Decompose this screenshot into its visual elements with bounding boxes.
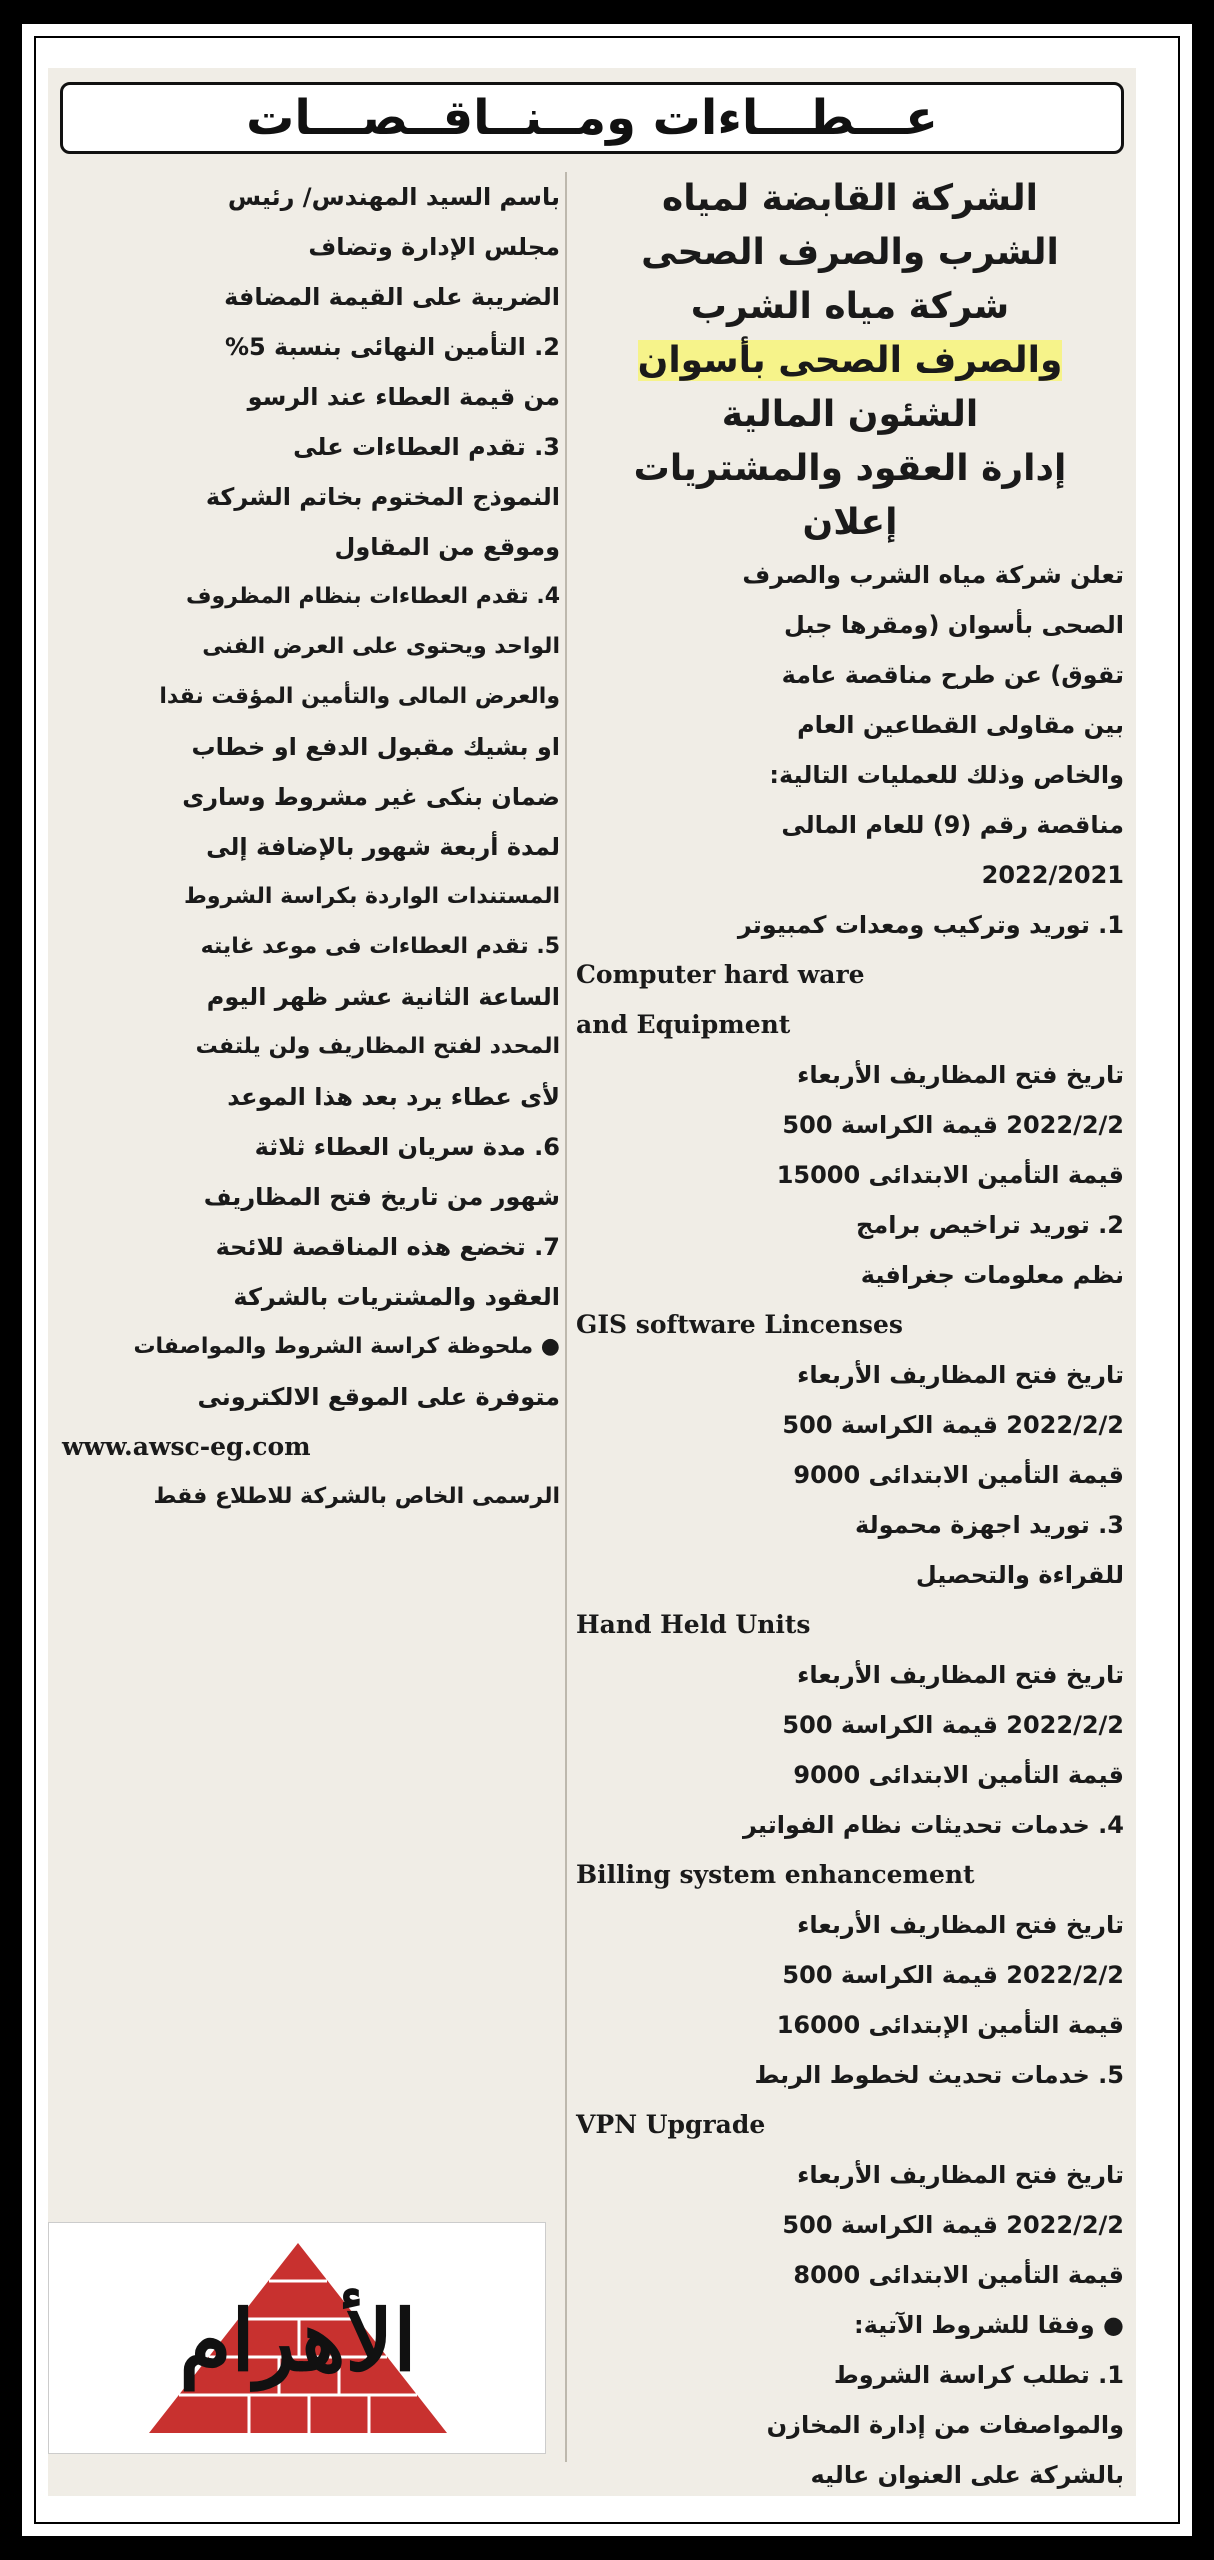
body-line-latin: GIS software Lincenses bbox=[576, 1310, 903, 1339]
body-line: تاريخ فتح المظاريف الأربعاء bbox=[797, 1361, 1124, 1389]
body-line: بالشركة على العنوان عاليه bbox=[810, 2461, 1124, 2489]
heading-line: الشركة القابضة لمياه bbox=[662, 178, 1038, 219]
body-line: لأى عطاء يرد بعد هذا الموعد bbox=[227, 1083, 560, 1111]
body-line: المحدد لفتح المظاريف ولن يلتفت bbox=[195, 1034, 560, 1059]
body-line-latin: Hand Held Units bbox=[576, 1610, 811, 1639]
heading-line: إدارة العقود والمشتريات bbox=[633, 448, 1067, 489]
body-line: 2. توريد تراخيص برامج bbox=[856, 1211, 1124, 1239]
body-line: مناقصة رقم (9) للعام المالى bbox=[781, 811, 1124, 839]
body-line: قيمة التأمين الابتدائى 9000 bbox=[793, 1461, 1124, 1489]
body-line: قيمة التأمين الابتدائى 8000 bbox=[793, 2261, 1124, 2289]
left-column bbox=[56, 172, 560, 1522]
logo-wordmark: الأهرام bbox=[179, 2291, 417, 2390]
body-line: 5. تقدم العطاءات فى موعد غايته bbox=[200, 934, 560, 959]
body-line-latin: Computer hard ware bbox=[576, 960, 865, 989]
body-line: 5. خدمات تحديث لخطوط الربط bbox=[754, 2061, 1124, 2089]
body-line: المستندات الواردة بكراسة الشروط bbox=[184, 884, 560, 909]
heading-line: الشئون المالية bbox=[721, 394, 979, 435]
body-line: لمدة أربعة شهور بالإضافة إلى bbox=[206, 833, 560, 861]
body-line: العقود والمشتريات بالشركة bbox=[233, 1283, 560, 1311]
body-line: باسم السيد المهندس/ رئيس bbox=[227, 183, 560, 211]
body-line: النموذج المختوم بخاتم الشركة bbox=[205, 483, 560, 511]
body-line: تاريخ فتح المظاريف الأربعاء bbox=[797, 1061, 1124, 1089]
body-line: الواحد ويحتوى على العرض الفنى bbox=[202, 634, 560, 659]
heading-line-highlighted: والصرف الصحى بأسوان bbox=[637, 340, 1063, 381]
body-line: 4. تقدم العطاءات بنظام المظروف bbox=[186, 584, 560, 609]
section-header bbox=[60, 82, 1124, 154]
body-line: من قيمة العطاء عند الرسو bbox=[247, 383, 560, 411]
body-line: شهور من تاريخ فتح المظاريف bbox=[203, 1183, 560, 1211]
body-line: 1. توريد وتركيب ومعدات كمبيوتر bbox=[737, 911, 1124, 939]
body-line: للقراءة والتحصيل bbox=[915, 1561, 1124, 1589]
body-line-latin: VPN Upgrade bbox=[576, 2110, 766, 2139]
body-line: 2022/2/2 قيمة الكراسة 500 bbox=[782, 1711, 1124, 1739]
body-line: 2022/2/2 قيمة الكراسة 500 bbox=[782, 1961, 1124, 1989]
body-line: 1. تطلب كراسة الشروط bbox=[833, 2361, 1124, 2389]
body-line: 2022/2/2 قيمة الكراسة 500 bbox=[782, 1111, 1124, 1139]
body-line: 7. تخضع هذه المناقصة للائحة bbox=[215, 1233, 560, 1261]
body-line: الساعة الثانية عشر ظهر اليوم bbox=[206, 983, 560, 1011]
body-line: بين مقاولى القطاعين العام bbox=[797, 711, 1124, 739]
body-line: 2022/2/2 قيمة الكراسة 500 bbox=[782, 2211, 1124, 2239]
body-line: او بشيك مقبول الدفع او خطاب bbox=[191, 733, 560, 761]
body-line: تعلن شركة مياه الشرب والصرف bbox=[742, 561, 1124, 589]
body-line: قيمة التأمين الابتدائى 15000 bbox=[776, 1161, 1124, 1189]
heading-line: شركة مياه الشرب bbox=[690, 286, 1010, 327]
body-line-latin: and Equipment bbox=[576, 1010, 791, 1039]
body-line: تاريخ فتح المظاريف الأربعاء bbox=[797, 2161, 1124, 2189]
body-line: الضريبة على القيمة المضافة bbox=[224, 283, 560, 311]
body-line: نظم معلومات جغرافية bbox=[860, 1261, 1124, 1289]
heading-line: الشرب والصرف الصحى bbox=[641, 232, 1059, 273]
body-line: 3. توريد اجهزة محمولة bbox=[855, 1511, 1124, 1539]
ahram-logo bbox=[48, 2222, 546, 2454]
body-line: والعرض المالى والتأمين المؤقت نقدا bbox=[159, 684, 560, 709]
body-line: مجلس الإدارة وتضاف bbox=[308, 233, 560, 261]
body-line: وموقع من المقاول bbox=[334, 533, 560, 561]
body-line: تاريخ فتح المظاريف الأربعاء bbox=[797, 1911, 1124, 1939]
heading-line: إعلان bbox=[802, 502, 898, 543]
body-line: والخاص وذلك للعمليات التالية: bbox=[769, 761, 1124, 789]
body-line: متوفرة على الموقع الالكترونى bbox=[197, 1383, 560, 1411]
body-line: ضمان بنكى غير مشروط وسارى bbox=[182, 783, 560, 811]
body-line: الرسمى الخاص بالشركة للاطلاع فقط bbox=[153, 1484, 560, 1509]
body-line: 6. مدة سريان العطاء ثلاثة bbox=[254, 1133, 560, 1161]
body-line: قيمة التأمين الإبتدائى 16000 bbox=[776, 2011, 1124, 2039]
body-line: الصحى بأسوان (ومقرها جبل bbox=[783, 611, 1124, 639]
body-line-latin: Billing system enhancement bbox=[576, 1860, 975, 1889]
header-title: عـــطـــاءات ومــنــاقــصـــات bbox=[246, 90, 938, 146]
body-line: 2022/2021 bbox=[981, 861, 1124, 889]
body-line: 3. تقدم العطاءات على bbox=[293, 433, 560, 461]
body-line: قيمة التأمين الابتدائى 9000 bbox=[793, 1761, 1124, 1789]
body-line: تقوق) عن طرح مناقصة عامة bbox=[781, 661, 1124, 689]
body-line: ● ملحوظة كراسة الشروط والمواصفات bbox=[133, 1334, 560, 1359]
body-line: والمواصفات من إدارة المخازن bbox=[766, 2411, 1124, 2439]
body-line: 2022/2/2 قيمة الكراسة 500 bbox=[782, 1411, 1124, 1439]
right-column bbox=[570, 172, 1124, 2500]
body-line: 2. التأمين النهائى بنسبة 5% bbox=[224, 333, 560, 361]
body-line: ● وفقا للشروط الآتية: bbox=[854, 2311, 1124, 2339]
body-line: تاريخ فتح المظاريف الأربعاء bbox=[797, 1661, 1124, 1689]
website-url: www.awsc-eg.com bbox=[62, 1432, 311, 1461]
column-divider bbox=[565, 172, 567, 2462]
body-line: 4. خدمات تحديثات نظام الفواتير bbox=[742, 1811, 1124, 1839]
